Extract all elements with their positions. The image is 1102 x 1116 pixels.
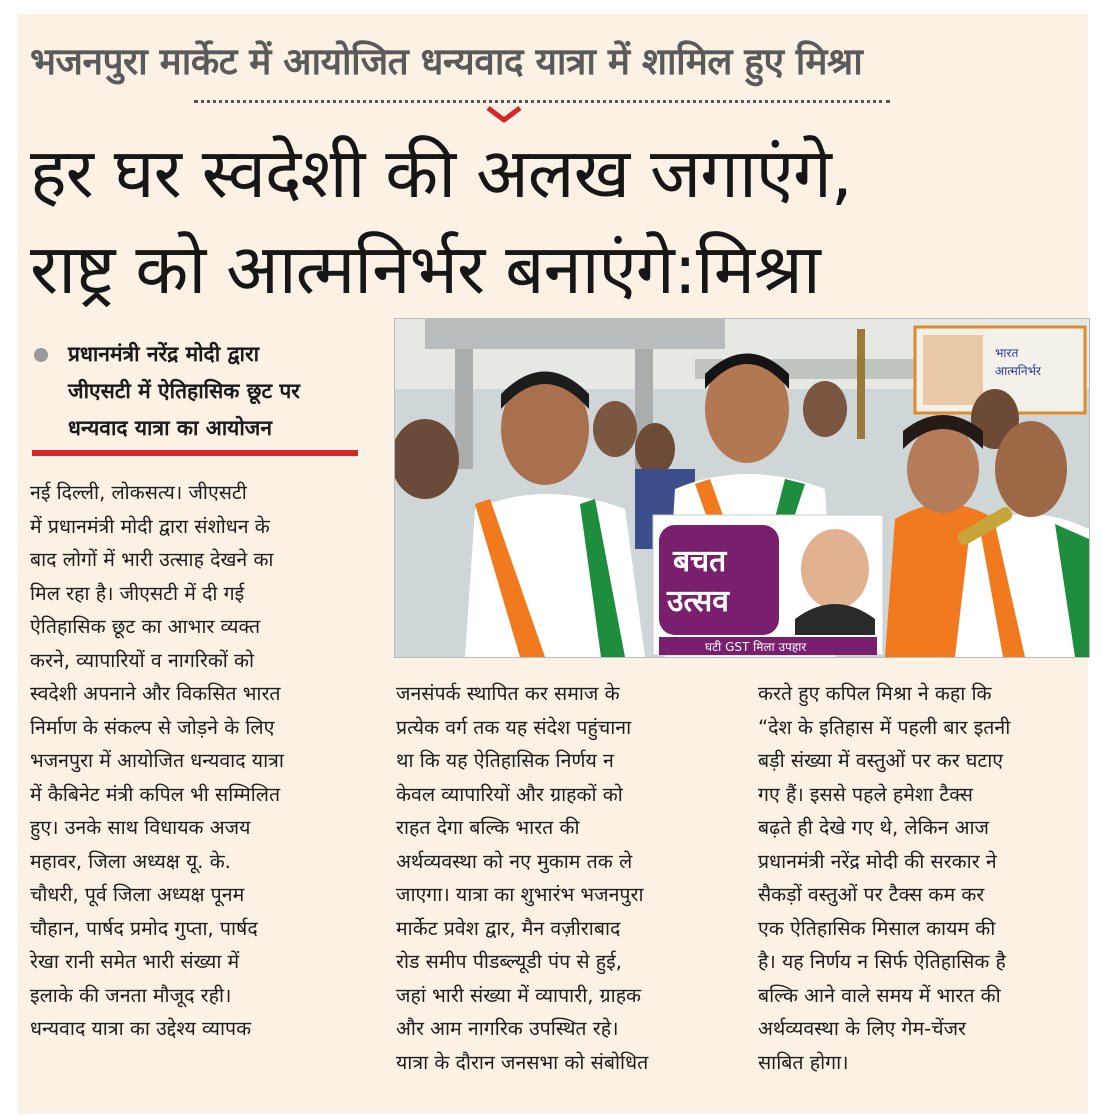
body-line: बड़ी संख्या में वस्तुओं पर कर घटाए: [758, 749, 1004, 772]
body-line: रेखा रानी समेत भारी संख्या में: [30, 950, 240, 973]
body-line: मिल रहा है। जीएसटी में दी गई: [30, 581, 245, 605]
highlight-text: [68, 336, 372, 447]
body-line: गए हैं। इससे पहले हमेशा टैक्स: [758, 782, 973, 806]
body-line: मार्केट प्रवेश द्वार, मैन वज़ीराबाद: [396, 916, 621, 940]
body-line: भजनपुरा में आयोजित धन्यवाद यात्रा: [30, 749, 284, 772]
photo-illustration: [395, 319, 1089, 657]
news-photo: [394, 318, 1090, 658]
dotted-divider: [194, 100, 890, 103]
headline-line-2: राष्ट्र को आत्मनिर्भर बनाएंगे:मिश्रा: [30, 230, 820, 310]
highlight-line: जीएसटी में ऐतिहासिक छूट पर: [68, 379, 300, 403]
placard-title-2: उत्सव: [667, 584, 729, 619]
body-line: चौहान, पार्षद प्रमोद गुप्ता, पार्षद: [30, 916, 258, 940]
body-line: में कैबिनेट मंत्री कपिल भी सम्मिलित: [30, 782, 281, 806]
article-column-1: [30, 476, 284, 1046]
body-line: ऐतिहासिक छूट का आभार व्यक्त: [30, 615, 261, 638]
banner-text-2: आत्मनिर्भर: [995, 364, 1041, 378]
body-line: धन्यवाद यात्रा का उद्देश्य व्यापक: [30, 1017, 252, 1040]
body-line: प्रत्येक वर्ग तक यह संदेश पहुंचाना: [396, 715, 632, 739]
body-line: राहत देगा बल्कि भारत की: [396, 816, 580, 839]
body-line: अर्थव्यवस्था के लिए गेम-चेंजर: [758, 1017, 967, 1040]
body-line: में प्रधानमंत्री मोदी द्वारा संशोधन के: [30, 514, 270, 538]
body-line: था कि यह ऐतिहासिक निर्णय न: [396, 749, 614, 772]
placard-tagline: घटी GST मिला उपहार: [705, 640, 807, 654]
body-line: बाद लोगों में भारी उत्साह देखने का: [30, 548, 274, 571]
body-line: है। यह निर्णय न सिर्फ ऐतिहासिक है: [758, 950, 1006, 973]
body-line: अर्थव्यवस्था को नए मुकाम तक ले: [396, 849, 633, 873]
body-line: रोड समीप पीडब्ल्यूडी पंप से हुई,: [396, 950, 622, 973]
article-column-2: [396, 677, 648, 1079]
body-line: करने, व्यापारियों व नागरिकों को: [30, 648, 255, 672]
body-line: एक ऐतिहासिक मिसाल कायम की: [758, 916, 996, 940]
headline-line-1: हर घर स्वदेशी की अलख जगाएंगे,: [30, 134, 852, 214]
article-column-3: [758, 677, 1010, 1079]
highlight-box: [32, 336, 372, 447]
placard-title-1: बचत: [673, 544, 727, 579]
body-line: चौधरी, पूर्व जिला अध्यक्ष पूनम: [30, 883, 245, 906]
kicker-headline: भजनपुरा मार्केट में आयोजित धन्यवाद यात्रा में शामिल हुए मिश्रा: [30, 40, 863, 83]
body-line: स्वदेशी अपनाने और विकसित भारत: [30, 682, 281, 705]
body-line: निर्माण के संकल्प से जोड़ने के लिए: [30, 715, 275, 739]
highlight-line: धन्यवाद यात्रा का आयोजन: [68, 416, 273, 440]
body-line: महावर, जिला अध्यक्ष यू. के.: [30, 849, 231, 873]
body-line: जहां भारी संख्या में व्यापारी, ग्राहक: [396, 983, 642, 1007]
body-line: करते हुए कपिल मिश्रा ने कहा कि: [758, 682, 992, 705]
body-line: बढ़ते ही देखे गए थे, लेकिन आज: [758, 816, 990, 839]
red-rule: [32, 450, 358, 456]
banner-text-1: भारत: [995, 346, 1019, 360]
body-line: प्रधानमंत्री नरेंद्र मोदी की सरकार ने: [758, 849, 997, 873]
body-line: केवल व्यापारियों और ग्राहकों को: [396, 782, 623, 806]
body-line: हुए। उनके साथ विधायक अजय: [30, 816, 251, 839]
body-line: सैकड़ों वस्तुओं पर टैक्स कम कर: [758, 883, 985, 906]
body-line: इलाके की जनता मौजूद रही।: [30, 983, 232, 1007]
newspaper-clipping: [18, 14, 1088, 1114]
body-line: “देश के इतिहास में पहली बार इतनी: [758, 715, 1011, 739]
chevron-divider-icon: [484, 104, 524, 126]
highlight-line: प्रधानमंत्री नरेंद्र मोदी द्वारा: [68, 342, 260, 366]
body-line: और आम नागरिक उपस्थित रहे।: [396, 1017, 619, 1040]
body-line: यात्रा के दौरान जनसभा को संबोधित: [396, 1050, 649, 1074]
body-line: साबित होगा।: [758, 1050, 849, 1074]
main-headline: [30, 126, 1080, 318]
body-line: जाएगा। यात्रा का शुभारंभ भजनपुरा: [396, 883, 644, 906]
body-line: नई दिल्ली, लोकसत्य। जीएसटी: [30, 481, 247, 504]
body-line: जनसंपर्क स्थापित कर समाज के: [396, 682, 620, 705]
bullet-icon: [34, 348, 48, 362]
body-line: बल्कि आने वाले समय में भारत की: [758, 983, 1001, 1007]
